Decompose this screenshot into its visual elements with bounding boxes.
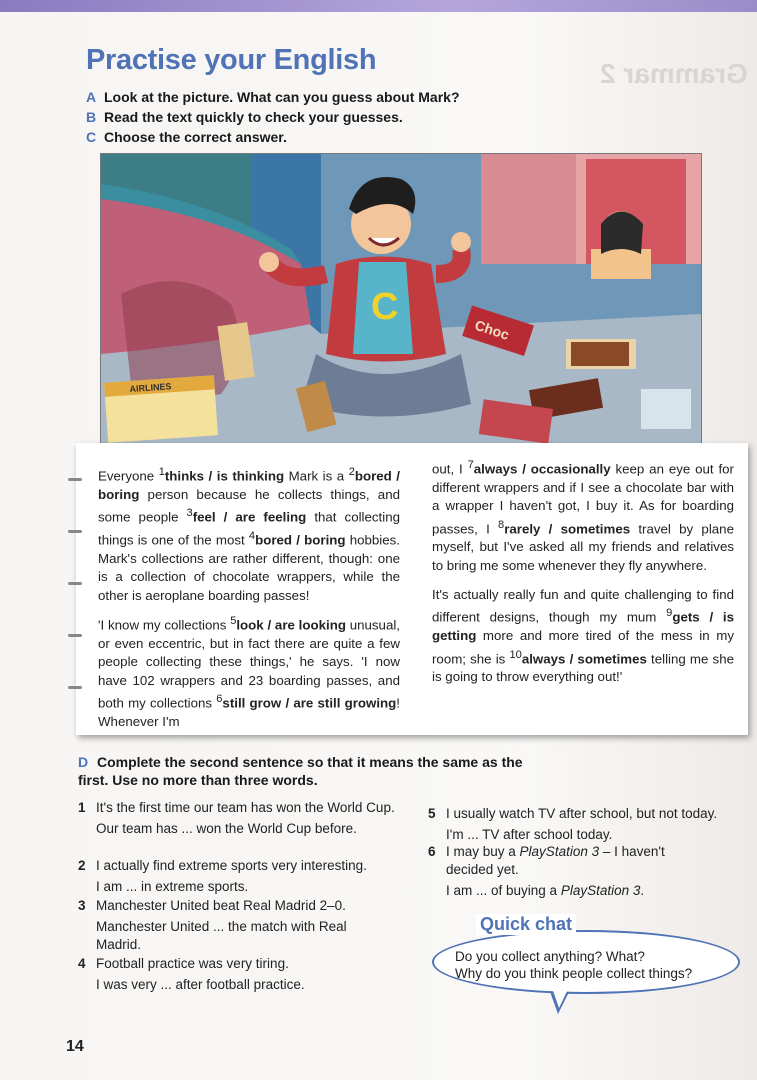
exercise-item: 3 Manchester United beat Real Madrid 2–0. Manchester United ... the match with Real Madrid.	[96, 897, 386, 954]
chocolate-wrapper-label: Choc	[472, 316, 512, 343]
first-sentence: I usually watch TV after school, but not today.	[446, 806, 718, 821]
first-sentence: I actually find extreme sports very interesting.	[96, 858, 367, 873]
task-c	[86, 129, 287, 145]
choice-7[interactable]: always / occasionally	[473, 461, 611, 477]
second-sentence: I am ... in extreme sports.	[96, 879, 249, 894]
reading-paragraph-4: It's actually really fun and quite challenging to find different designs, though my mum $^9$gets / is getting more and more tired of the mess in my room; she is $^{10}$always / sometimes telling me she is going to throw everything out!'	[432, 587, 735, 685]
show-through-text: Grammar 2	[600, 58, 748, 89]
second-sentence: Our team has ... won the World Cup before.	[96, 821, 357, 836]
task-letter: C	[86, 129, 97, 145]
spiral-ring	[68, 634, 82, 637]
choice-2[interactable]: bored / boring	[98, 468, 401, 502]
exercise-item: 5 I usually watch TV after school, but not today. I'm ... TV after school today.	[446, 805, 746, 844]
top-color-bar	[0, 0, 757, 12]
quick-chat-question-1: Do you collect anything? What?	[455, 949, 645, 964]
first-sentence: I may buy a PlayStation 3 – I haven't decided yet.	[446, 844, 665, 877]
speech-bubble-tail-fill	[551, 985, 570, 1008]
choice-8[interactable]: rarely / sometimes	[504, 521, 631, 537]
choice-1[interactable]: thinks / is thinking	[164, 468, 285, 484]
reading-paragraph-1: Everyone $^1$thinks / is thinking Mark is a $^2$bored / boring person because he collects things, and some people $^3$feel / are feeling that collecting things is one of the most $^4$bored / boring hobbies. Mark's collections are rather different, though: one is a collection of chocolate wrappers, while the other is aeroplane boarding passes!	[98, 466, 401, 603]
mark-collection-illustration	[100, 153, 702, 450]
spiral-ring	[68, 686, 82, 689]
task-text: Choose the correct answer.	[104, 129, 287, 145]
second-sentence: Manchester United ... the match with Real Madrid.	[96, 919, 347, 952]
exercise-item: 1 It's the first time our team has won the World Cup. Our team has ... won the World Cup before.	[78, 800, 395, 836]
second-sentence: I am ... of buying a PlayStation 3.	[446, 883, 645, 898]
task-text: Look at the picture. What can you guess about Mark?	[104, 89, 460, 105]
choice-9[interactable]: gets / is getting	[432, 609, 735, 644]
choice-3[interactable]: feel / are feeling	[192, 509, 307, 525]
task-a	[86, 89, 460, 105]
first-sentence: Manchester United beat Real Madrid 2–0.	[96, 898, 346, 913]
quick-chat-question-2: Why do you think people collect things?	[455, 966, 693, 981]
spiral-ring	[68, 478, 82, 481]
c-badge: C	[371, 286, 399, 328]
exercise-item: 2 I actually find extreme sports very interesting. I am ... in extreme sports.	[96, 857, 396, 896]
task-b	[86, 109, 403, 125]
quick-chat-questions	[455, 948, 692, 982]
task-letter: D	[78, 754, 89, 770]
first-sentence: It's the first time our team has won the World Cup.	[96, 800, 395, 815]
task-d-instruction: Complete the second sentence so that it means the same as the first. Use no more than three words.	[78, 754, 523, 788]
task-letter: A	[86, 89, 97, 105]
second-sentence: I was very ... after football practice.	[96, 977, 305, 992]
page-number: 14	[66, 1038, 84, 1055]
reading-paragraph-3: out, I $^7$always / occasionally keep an eye out for different wrappers and if I see a chocolate bar with a wrapper I haven't got, I buy it. As for boarding passes, I $^8$rarely / sometimes travel by plane myself, but I've asked all my friends and relatives to bring me some whenever they fly anywhere.	[432, 459, 734, 573]
first-sentence: Football practice was very tiring.	[96, 956, 289, 971]
exercise-item: 4 Football practice was very tiring. I was very ... after football practice.	[96, 955, 396, 994]
choice-10[interactable]: always / sometimes	[521, 651, 647, 667]
second-sentence: I'm ... TV after school today.	[446, 827, 613, 842]
quick-chat-title: Quick chat	[476, 914, 576, 935]
reading-paragraph-2: 'I know my collections $^5$look / are looking unusual, or even eccentric, but in fact there are quite a few people collecting these things,' he says. 'I now have 102 wrappers and 23 boarding passes, and both my collections $^6$still grow / are still growing! Whenever I'm	[98, 615, 400, 729]
task-letter: B	[86, 109, 97, 125]
spiral-ring	[68, 582, 82, 585]
choice-5[interactable]: look / are looking	[236, 617, 346, 633]
task-text: Read the text quickly to check your guesses.	[104, 109, 403, 125]
exercise-item: 6 I may buy a PlayStation 3 – I haven't decided yet. I am ... of buying a PlayStation 3.	[446, 843, 686, 900]
choice-4[interactable]: bored / boring	[255, 532, 346, 548]
page-title: Practise your English	[86, 44, 377, 76]
spiral-ring	[68, 530, 82, 533]
boarding-pass-label: AIRLINES	[129, 381, 172, 395]
choice-6[interactable]: still grow / are still growing	[222, 695, 397, 711]
task-d-heading	[78, 753, 528, 789]
